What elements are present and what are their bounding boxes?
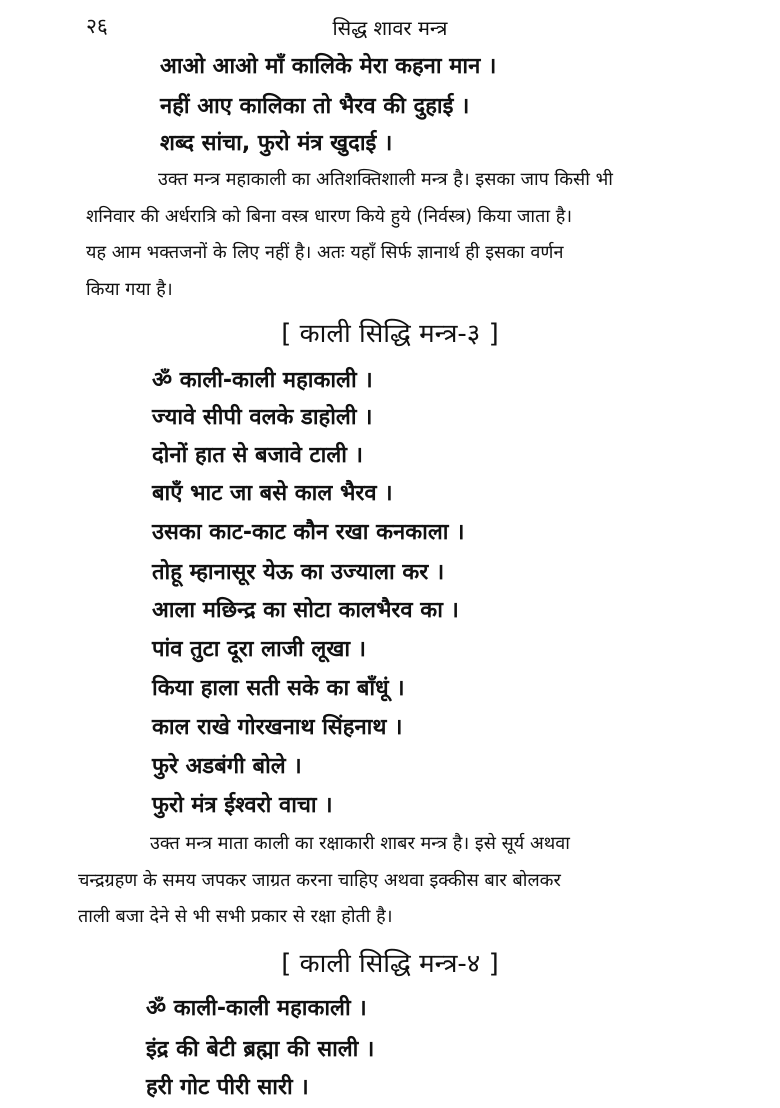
mantra-line: काल राखे गोरखनाथ सिंहनाथ । <box>152 715 403 740</box>
mantra-line: फुरो मंत्र ईश्वरो वाचा । <box>152 793 333 818</box>
mantra-line: तोहू म्हानासूर येऊ का उज्याला कर । <box>152 560 445 585</box>
running-title: सिद्ध शावर मन्त्र <box>332 16 448 40</box>
verse-line: आओ आओ माँ कालिके मेरा कहना मान । <box>160 54 497 79</box>
mantra-line: ॐ काली-काली महाकाली । <box>146 996 367 1021</box>
paragraph-line: चन्द्रग्रहण के समय जपकर जाग्रत करना चाहिए अथवा इक्कीस बार बोलकर <box>78 870 561 891</box>
mantra-line: किया हाला सती सके का बाँधूं । <box>152 676 405 701</box>
paragraph-line: शनिवार की अर्धरात्रि को बिना वस्त्र धारण किये हुये (निर्वस्त्र) किया जाता है। <box>86 206 573 227</box>
mantra-line: ज्यावे सीपी वलके डाहोली । <box>152 405 373 430</box>
paragraph-line: किया गया है। <box>86 279 173 300</box>
paragraph-line: ताली बजा देने से भी सभी प्रकार से रक्षा होती है। <box>78 906 393 927</box>
verse-line: शब्द सांचा, फुरो मंत्र खुदाई । <box>160 131 393 156</box>
section-heading: [ काली सिद्धि मन्त्र-४ ] <box>281 949 499 979</box>
mantra-line: उसका काट-काट कौन रखा कनकाला । <box>152 520 465 545</box>
paragraph-line: उक्त मन्त्र महाकाली का अतिशक्तिशाली मन्त्र है। इसका जाप किसी भी <box>158 169 613 190</box>
section-heading: [ काली सिद्धि मन्त्र-३ ] <box>281 319 499 349</box>
mantra-line: हरी गोट पीरी सारी । <box>146 1075 309 1100</box>
mantra-line: ॐ काली-काली महाकाली । <box>152 368 373 393</box>
paragraph-line: यह आम भक्तजनों के लिए नहीं है। अतः यहाँ सिर्फ ज्ञानार्थ ही इसका वर्णन <box>86 242 564 263</box>
mantra-line: आला मछिन्द्र का सोटा कालभैरव का । <box>152 598 459 623</box>
page-number: २६ <box>86 14 108 38</box>
mantra-line: दोनों हात से बजावे टाली । <box>152 443 363 468</box>
mantra-line: पांव तुटा दूरा लाजी लूखा । <box>152 637 367 662</box>
mantra-line: इंद्र की बेटी ब्रह्मा की साली । <box>146 1037 375 1062</box>
page-header <box>0 8 780 42</box>
mantra-line: बाएँ भाट जा बसे काल भैरव । <box>152 481 393 506</box>
mantra-line: फुरे अडबंगी बोले । <box>152 754 302 779</box>
paragraph-line: उक्त मन्त्र माता काली का रक्षाकारी शाबर मन्त्र है। इसे सूर्य अथवा <box>150 833 570 854</box>
verse-line: नहीं आए कालिका तो भैरव की दुहाई । <box>160 94 470 119</box>
